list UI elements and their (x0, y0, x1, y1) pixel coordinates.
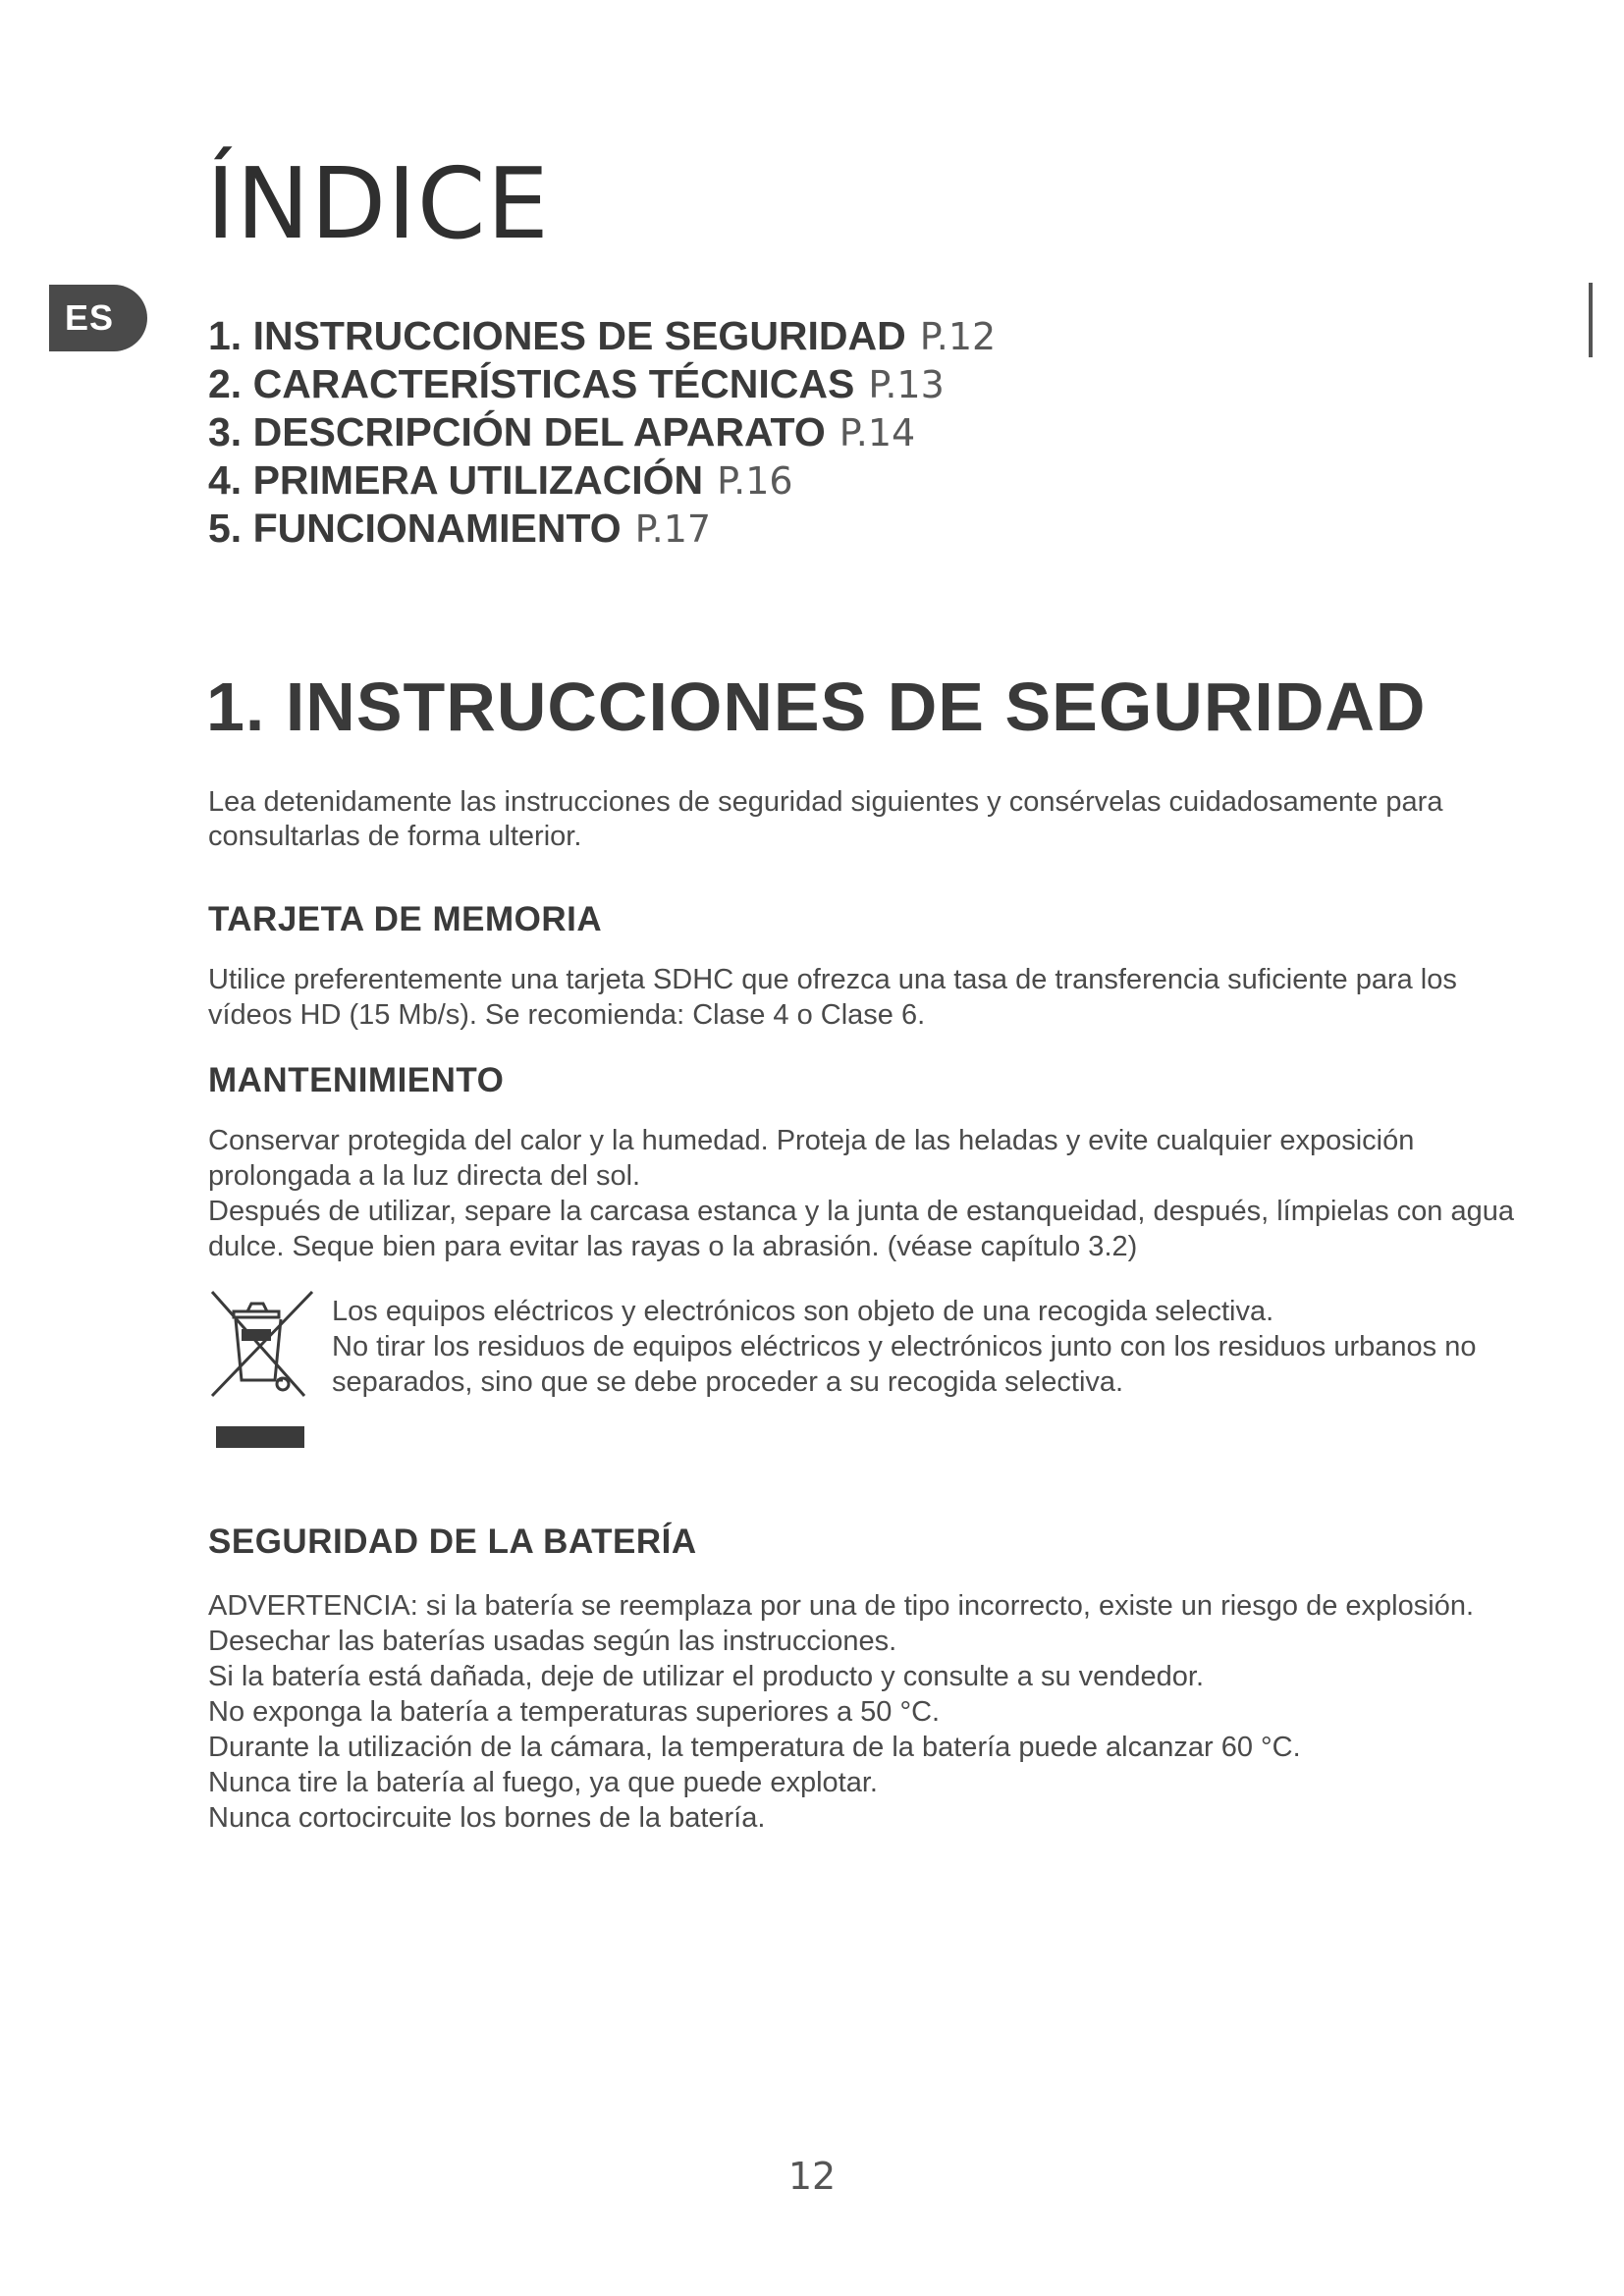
memory-card-text: Utilice preferentemente una tarjeta SDHC que ofrezca una tasa de transferencia suficiente para los vídeos HD (15 Mb/s). Se recomienda: Clase 4 o Clase 6. (208, 964, 1457, 1031)
toc-item-first-use[interactable] (208, 456, 996, 505)
memory-card-heading: TARJETA DE MEMORIA (208, 900, 603, 938)
page-number: 12 (787, 2155, 837, 2198)
table-of-contents (208, 312, 996, 553)
maintenance-text (208, 1123, 1534, 1264)
toc-label: 4. PRIMERA UTILIZACIÓN (208, 457, 704, 503)
toc-page: P.17 (634, 507, 712, 551)
section-title: 1. INSTRUCCIONES DE SEGURIDAD (206, 668, 1427, 745)
weee-line: Los equipos eléctricos y electrónicos son objeto de una recogida selectiva. (332, 1296, 1274, 1327)
toc-label: 3. DESCRIPCIÓN DEL APARATO (208, 409, 826, 454)
toc-page: P.13 (868, 363, 945, 406)
weee-text (332, 1294, 1540, 1400)
battery-line: ADVERTENCIA: si la batería se reemplaza por una de tipo incorrecto, existe un riesgo de explosión. Desechar las baterías usadas según las instrucciones. (208, 1590, 1475, 1657)
battery-line: Si la batería está dañada, deje de utilizar el producto y consulte a su vendedor. (208, 1661, 1205, 1692)
battery-line: Durante la utilización de la cámara, la temperatura de la batería puede alcanzar 60 °C. (208, 1732, 1301, 1763)
battery-text (208, 1588, 1534, 1836)
toc-label: 1. INSTRUCCIONES DE SEGURIDAD (208, 313, 906, 358)
toc-item-operation[interactable] (208, 505, 996, 553)
maintenance-line: Conservar protegida del calor y la humedad. Proteja de las heladas y evite cualquier exposición prolongada a la luz directa del sol. (208, 1125, 1415, 1192)
intro-paragraph: Lea detenidamente las instrucciones de seguridad siguientes y consérvelas cuidadosamente para consultarlas de forma ulterior. (208, 786, 1443, 852)
toc-page: P.12 (919, 315, 997, 358)
weee-line: No tirar los residuos de equipos eléctricos y electrónicos junto con los residuos urbanos no separados, sino que se debe proceder a su recogida selectiva. (332, 1331, 1477, 1398)
battery-line: Nunca tire la batería al fuego, ya que puede explotar. (208, 1767, 878, 1798)
battery-line: Nunca cortocircuite los bornes de la batería. (208, 1802, 766, 1834)
toc-page: P.14 (839, 411, 916, 454)
toc-label: 2. CARACTERÍSTICAS TÉCNICAS (208, 361, 855, 406)
maintenance-line: Después de utilizar, separe la carcasa estanca y la junta de estanqueidad, después, límpielas con agua dulce. Seque bien para evitar las rayas o la abrasión. (véase capítulo 3.2) (208, 1196, 1515, 1262)
battery-line: No exponga la batería a temperaturas superiores a 50 °C. (208, 1696, 941, 1728)
language-tab: ES (49, 285, 147, 351)
battery-heading: SEGURIDAD DE LA BATERÍA (208, 1522, 697, 1561)
crossed-out-bin-icon (206, 1286, 314, 1451)
index-title: ÍNDICE (206, 146, 550, 261)
toc-item-description[interactable] (208, 408, 996, 456)
toc-item-specs[interactable] (208, 360, 996, 408)
toc-item-safety[interactable] (208, 312, 996, 360)
side-marker (1589, 283, 1593, 357)
toc-page: P.16 (717, 459, 793, 503)
maintenance-heading: MANTENIMIENTO (208, 1061, 505, 1099)
toc-label: 5. FUNCIONAMIENTO (208, 506, 622, 551)
